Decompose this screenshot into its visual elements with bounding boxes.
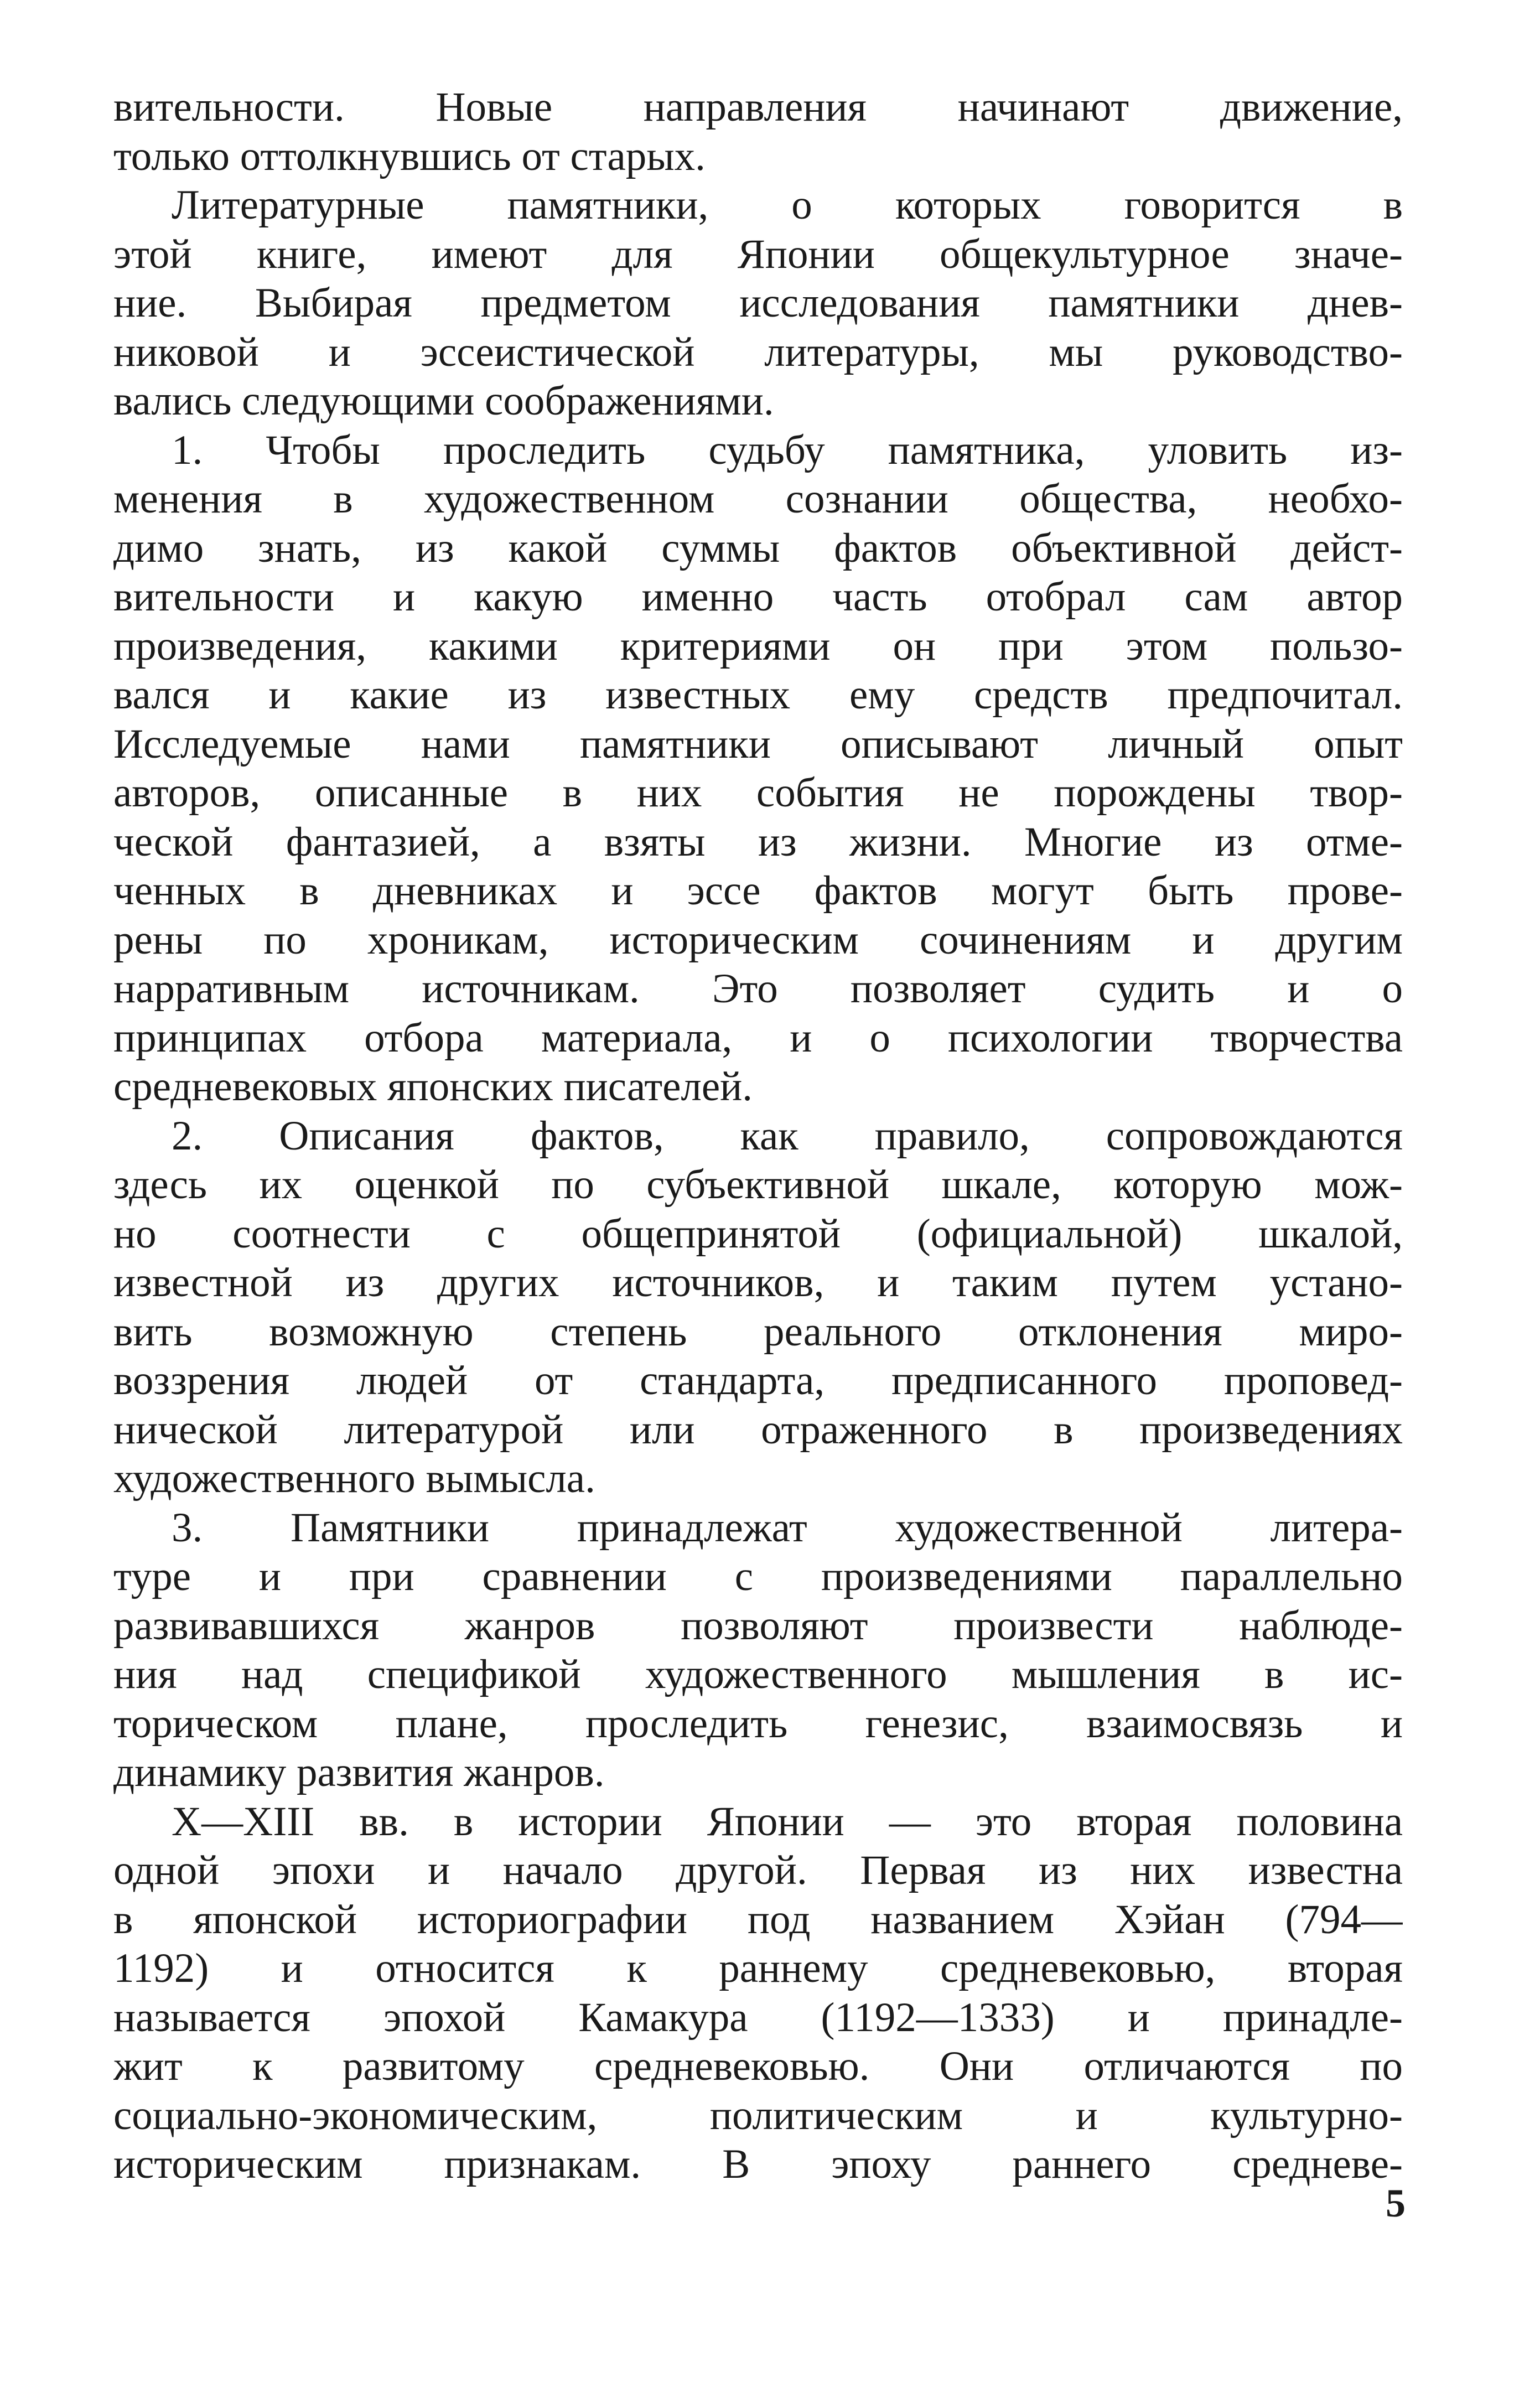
text-line: известной из других источников, и таким путем устано- [113,1260,1403,1306]
text-line: авторов, описанные в них события не порождены твор- [113,770,1403,816]
text-line: вить возможную степень реального отклонения миро- [113,1308,1403,1355]
text-line: никовой и эссеистической литературы, мы руководство- [113,329,1403,375]
text-line: нарративным источникам. Это позволяет судить и о [113,966,1403,1012]
text-line: торическом плане, проследить генезис, взаимосвязь и [113,1700,1403,1747]
text-line: в японской историографии под названием Хэйан (794— [113,1896,1403,1943]
text-line: 1. Чтобы проследить судьбу памятника, уловить из- [172,427,1403,473]
text-line: вались следующими соображениями. [113,378,774,424]
text-line: одной эпохи и начало другой. Первая из них известна [113,1847,1403,1893]
text-line: воззрения людей от стандарта, предписанного проповед- [113,1358,1403,1404]
text-line: но соотнести с общепринятой (официальной) шкалой, [113,1210,1403,1257]
text-line: димо знать, из какой суммы фактов объективной дейст- [113,525,1403,571]
page-number: 5 [1386,2181,1406,2225]
text-line: здесь их оценкой по субъективной шкале, которую мож- [113,1162,1403,1208]
text-line: менения в художественном сознании общества, необхо- [113,476,1403,522]
text-line: ческой фантазией, а взяты из жизни. Многие из отме- [113,819,1403,865]
text-line: вительности и какую именно часть отобрал сам автор [113,574,1403,620]
text-line: только оттолкнувшись от старых. [113,133,706,179]
text-line: рены по хроникам, историческим сочинениям и другим [113,916,1403,963]
text-line: вительности. Новые направления начинают движение, [113,84,1403,130]
text-line: динамику развития жанров. [113,1749,605,1795]
text-line: средневековых японских писателей. [113,1064,753,1110]
text-line: нической литературой или отраженного в произведениях [113,1406,1403,1453]
text-line: этой книге, имеют для Японии общекультурное значе- [113,231,1403,277]
text-line: историческим признакам. В эпоху раннего средневе- [113,2141,1403,2187]
text-line: художественного вымысла. [113,1456,595,1501]
text-line: Исследуемые нами памятники описывают личный опыт [113,721,1403,767]
text-line: ние. Выбирая предметом исследования памятники днев- [113,280,1403,326]
text-line: 2. Описания фактов, как правило, сопровождаются [172,1112,1403,1159]
text-line: туре и при сравнении с произведениями параллельно [113,1553,1403,1599]
text-line: X—XIII вв. в истории Японии — это вторая половина [172,1798,1403,1845]
text-line: 1192) и относится к раннему средневековью, вторая [113,1945,1403,1991]
text-line: социально-экономическим, политическим и культурно- [113,2092,1403,2138]
text-line: ния над спецификой художественного мышления в ис- [113,1651,1403,1697]
text-line: жит к развитому средневековью. Они отличаются по [113,2043,1403,2089]
text-line: 3. Памятники принадлежат художественной литера- [172,1504,1403,1551]
text-line: произведения, какими критериями он при этом пользо- [113,623,1403,669]
text-line: называется эпохой Камакура (1192—1333) и принадле- [113,1994,1403,2041]
text-line: развивавшихся жанров позволяют произвести наблюде- [113,1602,1403,1649]
text-line: вался и какие из известных ему средств предпочитал. [113,672,1403,718]
text-line: принципах отбора материала, и о психологии творчества [113,1014,1403,1061]
body-text [113,83,1403,2189]
text-line: Литературные памятники, о которых говорится в [172,182,1403,228]
text-line: ченных в дневниках и эссе фактов могут быть прове- [113,868,1403,914]
